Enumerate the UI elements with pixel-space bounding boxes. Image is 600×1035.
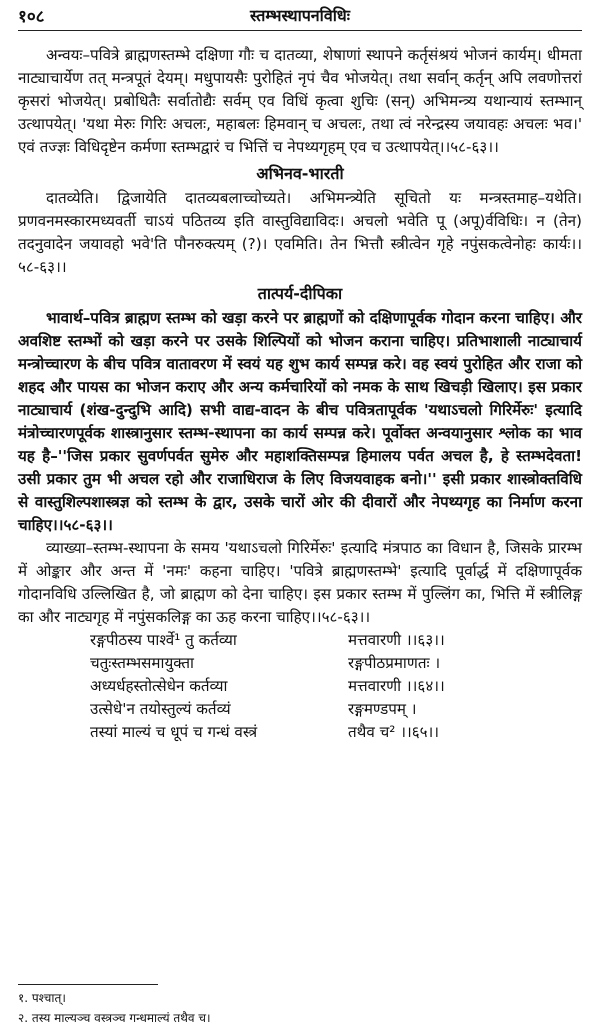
abhinava-paragraph: दातव्येति। द्विजायेति दातव्यबलाच्चोच्यते। अभिमन्त्र्येति सूचितो यः मन्त्रस्तमाह–यथेति। प्रणवनमस्कारमध्यवर्ती चाऽयं पठितव्य इति वास्तुविद्याविदः। अचलो भवेति पू (अपू)र्वविधिः। न (तेन) तदनुवादेन जयावहो भवे'ति पौनरुक्त्यम् (?)। एवमिति। तेन भित्तौ स्त्रीत्वेन गृहे नपुंसकत्वेनोहः कार्यः।।५८-६३।। [18, 189, 582, 276]
verse-line-right: रङ्गमण्डपम् । [348, 700, 417, 718]
verse-line-left: चतुःस्तम्भसमायुक्ता [90, 654, 194, 672]
verse-line-right: रङ्गपीठप्रमाणतः । [348, 654, 441, 672]
footnote-rule [18, 984, 158, 985]
footnote-1: १. पश्चात्। [18, 991, 66, 1005]
verse-line [18, 629, 582, 652]
footnote-2: २. तस्य माल्यञ्च वस्त्रञ्च गन्धमाल्यं तथैव च। [18, 1011, 211, 1025]
footnotes [18, 988, 582, 1028]
verse-line-left: रङ्गपीठस्य पार्श्वे¹ तु कर्तव्या [90, 631, 237, 649]
running-title: स्तम्भस्थापनविधिः [250, 6, 350, 25]
page-number: १०८ [18, 7, 45, 27]
verse-line [18, 721, 582, 744]
anvaya-paragraph: अन्वयः–पवित्रे ब्राह्मणस्तम्भे दक्षिणा गौः च दातव्या, शेषाणां स्थापने कर्तृसंश्रयं भोजनं कार्यम्। धीमता नाट्याचार्येण तत् मन्त्रपूतं देयम्। मधुपायसैः पुरोहितं नृपं चैव भोजयेत्। तथा सर्वान् कर्तृन् अपि लवणोत्तरां कृसरां भोजयेत्। प्रबोधितैः सर्वातोद्यैः सर्वम् एव विधिं कृत्वा शुचिः (सन्) अभिमन्त्र्य यथान्यायं स्तम्भान् उत्थापयेत्। 'यथा मेरुः गिरिः अचलः, महाबलः हिमवान् च अचलः, तथा त्वं नरेन्द्रस्य जयावहः अचलः भव।' एवं तज्ज्ञः विधिदृष्टेन कर्मणा स्तम्भद्वारं च भित्तिं च नेपथ्यगृहम् एव च उत्थापयेत्।।५८-६३।। [18, 46, 582, 156]
verse-line-right: तथैव च² ।।६५।। [348, 723, 440, 741]
main-text [18, 44, 582, 744]
verse-line [18, 698, 582, 721]
verse-line-left: तस्यां माल्यं च धूपं च गन्धं वस्त्रं [90, 723, 258, 741]
header-rule [18, 30, 582, 31]
page-header [18, 2, 582, 28]
verse-block [18, 629, 582, 744]
verse-line-left: उत्सेधे'न तयोस्तुल्यं कर्तव्यं [90, 700, 231, 718]
verse-line-left: अध्यर्धहस्तोत्सेधेन कर्तव्या [90, 677, 228, 695]
vyakhya-paragraph: व्याख्या–स्तम्भ-स्थापना के समय 'यथाऽचलो गिरिर्मेरुः' इत्यादि मंत्रपाठ का विधान है, जिसके प्रारम्भ में ओङ्कार और अन्त में 'नमः' कहना चाहिए। 'पवित्रे ब्राह्मणस्तम्भे' इत्यादि पूर्वार्द्ध में दक्षिणापूर्वक गोदानविधि उल्लिखित है, जो ब्राह्मण को देना चाहिए। इस प्रकार स्तम्भ में पुल्लिंग का, भित्ति में स्त्रीलिङ्ग का और नाट्यगृह में नपुंसकलिङ्ग का ऊह करना चाहिए।।५८-६३।। [18, 539, 582, 626]
bhavartha-paragraph: भावार्थ–पवित्र ब्राह्मण स्तम्भ को खड़ा करने पर ब्राह्मणों को दक्षिणापूर्वक गोदान करना चाहिए। और अवशिष्ट स्तम्भों को खड़ा करने पर उसके शिल्पियों को भोजन कराना चाहिए। प्रतिभाशाली नाट्याचार्य मन्त्रोच्चारण के बीच पवित्र वातावरण में स्वयं यह शुभ कार्य सम्पन्न करे। वह स्वयं पुरोहित और राजा को शहद और पायस का भोजन कराए और अन्य कर्मचारियों को नमक के साथ खिचड़ी खिलाए। इस प्रकार नाट्याचार्य (शंख-दुन्दुभि आदि) सभी वाद्य-वादन के बीच पवित्रतापूर्वक 'यथाऽचलो गिरिर्मेरुः' इत्यादि मंत्रोच्चारणपूर्वक शास्त्रानुसार स्तम्भ-स्थापना का कार्य सम्पन्न करे। पूर्वोक्त अन्वयानुसार श्लोक का भाव यह है–''जिस प्रकार सुवर्णपर्वत सुमेरु और महाशक्तिसम्पन्न हिमालय पर्वत अचल है, हे स्तम्भदेवता! उसी प्रकार तुम भी अचल रहो और राजाधिराज के लिए विजयवाहक बनो।'' इसी प्रकार शास्त्रोक्तविधि से वास्तुशिल्पशास्त्रज्ञ को स्तम्भ के द्वार, उसके चारों ओर की दीवारों और नेपथ्यगृह का निर्माण करना चाहिए।।५८-६३।। [18, 309, 582, 534]
verse-line [18, 652, 582, 675]
verse-line-right: मत्तवारणी ।।६४।। [348, 677, 445, 695]
abhinava-heading: अभिनव-भारती [256, 164, 344, 183]
verse-line-right: मत्तवारणी ।।६३।। [348, 631, 445, 649]
verse-line [18, 675, 582, 698]
tatparya-heading: तात्पर्य-दीपिका [257, 284, 343, 303]
